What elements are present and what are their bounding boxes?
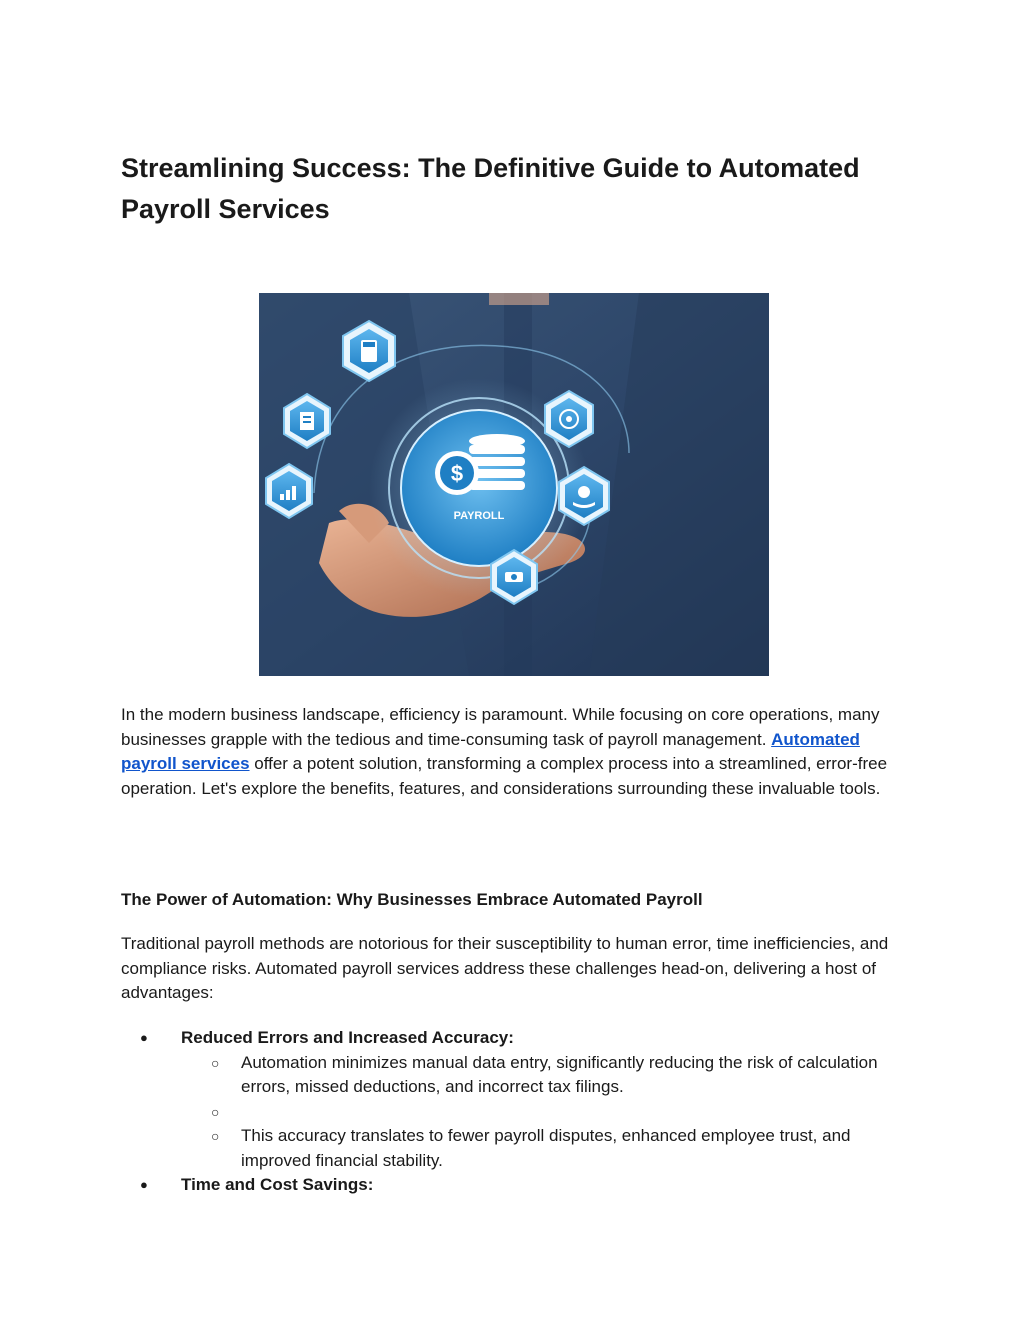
intro-paragraph bbox=[121, 703, 911, 801]
list-item bbox=[121, 1026, 921, 1173]
sub-list-item bbox=[181, 1051, 921, 1100]
circle-bullet-icon: ○ bbox=[211, 1054, 220, 1071]
sub-item-text: This accuracy translates to fewer payroll disputes, enhanced employee trust, and improved financial stability. bbox=[241, 1126, 851, 1170]
intro-text-before: In the modern business landscape, efficiency is paramount. While focusing on core operations, many businesses grapple with the tedious and time-consuming task of payroll management. bbox=[121, 705, 880, 749]
intro-text-after: offer a potent solution, transforming a complex process into a streamlined, error-free operation. Let's explore the benefits, features, and considerations surrounding these invaluable tools. bbox=[121, 754, 888, 798]
benefits-list bbox=[121, 1026, 921, 1198]
list-item bbox=[121, 1173, 921, 1198]
section-heading: The Power of Automation: Why Businesses Embrace Automated Payroll bbox=[121, 890, 703, 909]
sub-item-text: Automation minimizes manual data entry, significantly reducing the risk of calculation errors, missed deductions, and incorrect tax filings. bbox=[241, 1052, 878, 1096]
automated-payroll-link[interactable]: Automated payroll services bbox=[121, 729, 860, 773]
payroll-hero-image bbox=[259, 293, 769, 676]
circle-bullet-icon: ○ bbox=[211, 1103, 220, 1120]
bullet-dot-icon: ● bbox=[140, 1030, 148, 1045]
sub-list bbox=[181, 1051, 921, 1174]
bullet-heading: Time and Cost Savings: bbox=[181, 1175, 374, 1194]
coin-stack-icon bbox=[469, 434, 525, 490]
bullet-dot-icon: ● bbox=[140, 1177, 148, 1192]
sub-list-item bbox=[181, 1124, 921, 1173]
bullet-heading: Reduced Errors and Increased Accuracy: bbox=[181, 1028, 514, 1047]
sub-list-item bbox=[181, 1100, 921, 1125]
svg-text:$: $ bbox=[450, 461, 464, 486]
payroll-label: PAYROLL bbox=[453, 510, 505, 522]
document-title: Streamlining Success: The Definitive Guide to Automated Payroll Services bbox=[121, 153, 860, 224]
section-paragraph: Traditional payroll methods are notorious for their susceptibility to human error, time inefficiencies, and compliance risks. Automated payroll services address these challenges head-on, delivering a host of advantages: bbox=[121, 934, 889, 1002]
circle-bullet-icon: ○ bbox=[211, 1128, 220, 1144]
